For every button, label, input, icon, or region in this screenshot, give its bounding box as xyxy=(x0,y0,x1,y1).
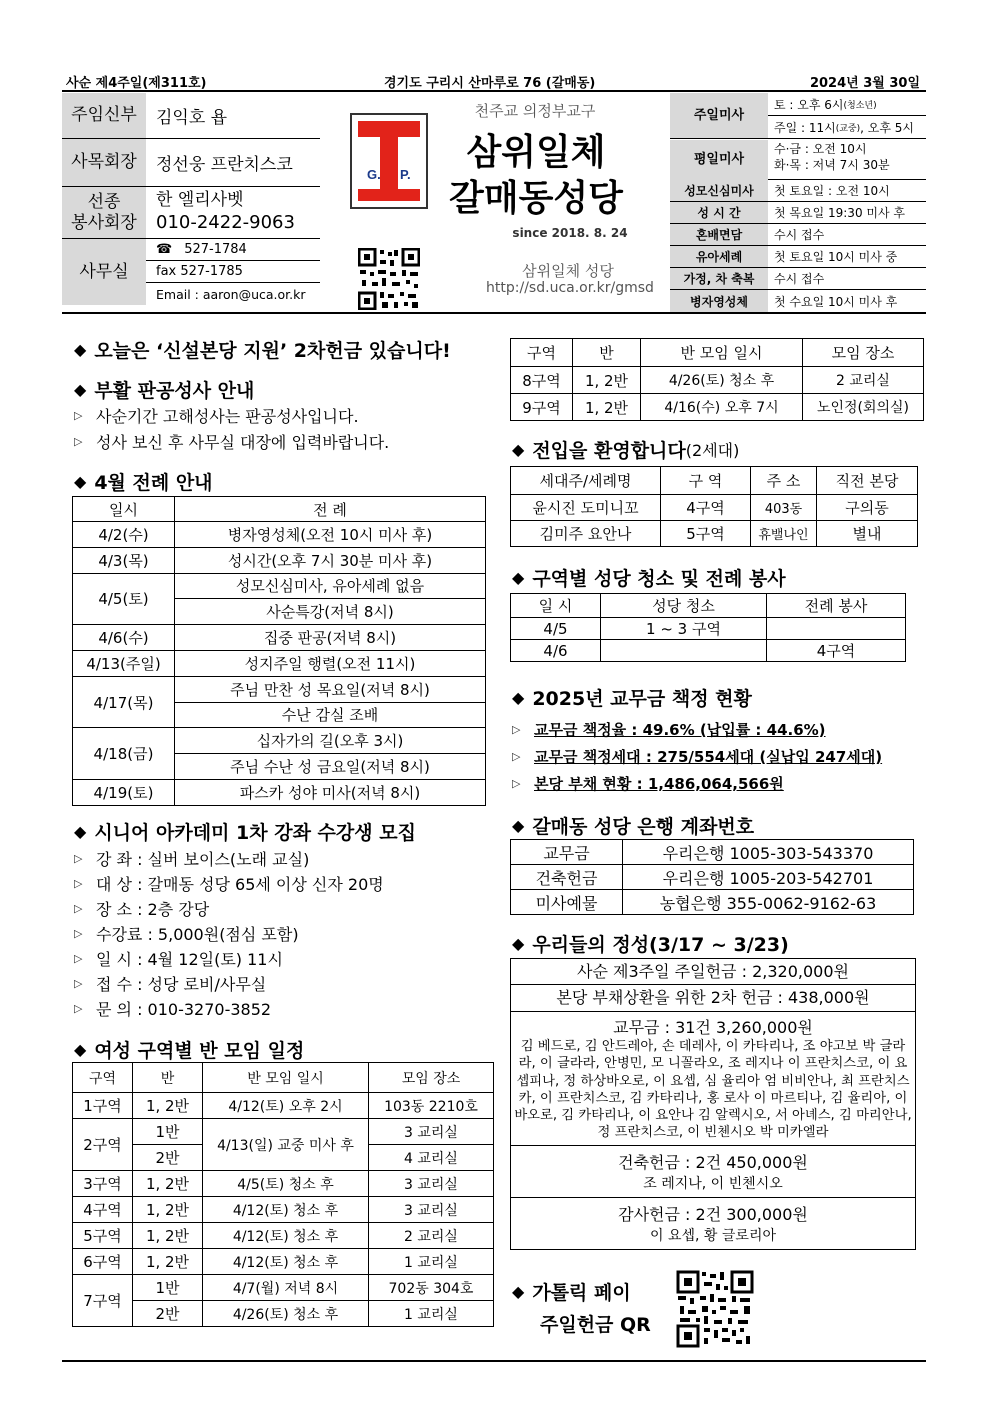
dues-item: ▷ 본당 부채 현황 : 1,486,064,566원 xyxy=(512,775,784,793)
column-header: 반 xyxy=(573,339,641,367)
ban-cell: 1, 2반 xyxy=(573,367,641,394)
table-row xyxy=(73,1249,494,1275)
second-collection-notice: ◆ 오늘은 ‘신설본당 지원’ 2차헌금 있습니다! xyxy=(74,340,451,362)
women-meeting-table-continued xyxy=(510,338,924,421)
table-row xyxy=(73,1197,494,1223)
svg-text:P.: P. xyxy=(400,167,411,182)
office-contact xyxy=(146,239,320,305)
church-logo xyxy=(350,113,428,209)
mass-row-value: 수시 접수 xyxy=(774,228,825,242)
diamond-icon: ◆ xyxy=(74,1040,87,1059)
zone-cell: 5구역 xyxy=(73,1223,133,1249)
table-cell: 윤시진 도미니꼬 xyxy=(511,495,661,521)
table-cell: 5구역 xyxy=(661,521,751,547)
mass-row xyxy=(670,290,926,312)
column-header: 구역 xyxy=(511,339,573,367)
diamond-icon: ◆ xyxy=(512,688,525,707)
table-cell: 미사예물 xyxy=(511,890,623,915)
column-header: 전 례 xyxy=(175,497,486,522)
women-meeting-title: ◆ 여성 구역별 반 모임 일정 xyxy=(74,1040,305,1062)
footer-divider xyxy=(62,1360,926,1362)
pastor-name: 김익호 욥 xyxy=(146,93,320,139)
triangle-bullet-icon: ▷ xyxy=(74,1002,83,1015)
time-cell: 4/12(토) 오후 2시 xyxy=(203,1093,369,1119)
senior-item: ▷ 접 수 : 성당 로비/사무실 xyxy=(74,975,267,994)
place-cell: 4 교리실 xyxy=(369,1145,494,1171)
table-row xyxy=(73,728,486,754)
table-row xyxy=(73,1223,494,1249)
office-tel: ☎ 527-1784 xyxy=(146,239,320,261)
ban-cell: 2반 xyxy=(133,1301,203,1327)
dues-item: ▷ 교무금 책정율 : 49.6% (납입률 : 44.6%) xyxy=(512,721,826,739)
council-name: 정선웅 프란치스코 xyxy=(146,139,320,187)
table-cell xyxy=(767,618,906,640)
mission-name: 한 엘리사벳 xyxy=(156,190,244,210)
mass-row-value: 첫 토요일 : 오전 10시 xyxy=(774,184,890,198)
senior-details xyxy=(74,846,384,1021)
time-cell: 4/16(수) 오후 7시 xyxy=(641,394,803,421)
column-header: 반 모임 일시 xyxy=(203,1063,369,1093)
table-row xyxy=(73,1301,494,1327)
table-row xyxy=(73,547,486,573)
table-row xyxy=(73,1093,494,1119)
table-row xyxy=(511,865,914,890)
saturday-mass: 토 : 오후 6시 (청소년) xyxy=(768,93,926,116)
mass-row-value: 첫 토요일 10시 미사 중 xyxy=(774,250,898,264)
bank-account-table xyxy=(510,839,914,915)
catholic-pay-subtitle: 주일헌금 QR xyxy=(540,1314,651,1336)
table-row xyxy=(73,650,486,676)
ban-cell: 1반 xyxy=(133,1275,203,1301)
liturgy-date: 4/18(금) xyxy=(73,728,175,780)
table-header-row xyxy=(73,497,486,522)
dues-details xyxy=(512,716,882,797)
table-row xyxy=(511,367,924,394)
liturgy-event: 성모신심미사, 유아세례 없음 xyxy=(175,573,486,599)
sunday-offering: 사순 제3주일 주일헌금 : 2,320,000원 xyxy=(511,959,915,985)
zone-cell: 1구역 xyxy=(73,1093,133,1119)
table-cell: 교무금 xyxy=(511,840,623,865)
council-label: 사목회장 xyxy=(62,139,146,187)
diamond-icon: ◆ xyxy=(512,440,525,459)
senior-item: ▷ 문 의 : 010-3270-3852 xyxy=(74,1000,272,1019)
catholic-pay-title: ◆ 가톨릭 페이 xyxy=(512,1282,631,1304)
triangle-bullet-icon: ▷ xyxy=(512,723,521,736)
bank-title: ◆ 갈매동 성당 은행 계좌번호 xyxy=(512,816,755,838)
zone-cell: 7구역 xyxy=(73,1275,133,1327)
church-diocese: 천주교 의정부교구 xyxy=(474,102,596,120)
second-collection: 본당 부채상환을 위한 2차 헌금 : 438,000원 xyxy=(511,985,915,1012)
offering-title: ◆ 우리들의 정성(3/17 ~ 3/23) xyxy=(512,934,789,956)
liturgy-event: 성시간(오후 7시 30분 미사 후) xyxy=(175,547,486,573)
ban-cell: 1반 xyxy=(133,1119,203,1145)
triangle-bullet-icon: ▷ xyxy=(74,435,83,448)
ban-cell: 1, 2반 xyxy=(133,1197,203,1223)
liturgy-event: 주님 만찬 성 목요일(저녁 8시) xyxy=(175,676,486,702)
table-row xyxy=(511,618,906,640)
triangle-bullet-icon: ▷ xyxy=(74,409,83,422)
column-header: 구역 xyxy=(73,1063,133,1093)
mass-row-label: 성 시 간 xyxy=(670,202,768,223)
triangle-bullet-icon: ▷ xyxy=(74,927,83,940)
table-cell: 우리은행 1005-203-542701 xyxy=(623,865,914,890)
triangle-bullet-icon: ▷ xyxy=(74,902,83,915)
place-cell: 103동 2210호 xyxy=(369,1093,494,1119)
table-cell: 김미주 요안나 xyxy=(511,521,661,547)
table-row xyxy=(511,640,906,662)
table-cell: 403동 xyxy=(751,495,817,521)
liturgy-date: 4/5(토) xyxy=(73,573,175,625)
women-meeting-table xyxy=(72,1062,494,1327)
senior-item: ▷ 강 좌 : 실버 보이스(노래 교실) xyxy=(74,850,310,869)
mass-row-label: 유아세례 xyxy=(670,246,768,267)
mass-row xyxy=(670,180,926,202)
diamond-icon: ◆ xyxy=(74,822,87,841)
diamond-icon: ◆ xyxy=(74,472,87,491)
table-row xyxy=(73,1119,494,1145)
table-row xyxy=(73,1171,494,1197)
table-cell: 건축헌금 xyxy=(511,865,623,890)
column-header: 모임 장소 xyxy=(803,339,924,367)
column-header: 직전 본당 xyxy=(817,467,918,495)
table-cell: 4구역 xyxy=(767,640,906,662)
diamond-icon: ◆ xyxy=(512,816,525,835)
table-cell: 4/5 xyxy=(511,618,601,640)
column-header: 세대주/세례명 xyxy=(511,467,661,495)
triangle-bullet-icon: ▷ xyxy=(512,750,521,763)
dues-item: ▷ 교무금 책정세대 : 275/554세대 (실납입 247세대) xyxy=(512,748,883,766)
table-cell: 휴밸나인 xyxy=(751,521,817,547)
liturgy-event: 수난 감실 조배 xyxy=(175,702,486,728)
church-address: 경기도 구리시 산마루로 76 (갈매동) xyxy=(384,76,596,91)
table-cell: 4/6 xyxy=(511,640,601,662)
mission-label: 선종 봉사회장 xyxy=(62,187,146,239)
mission-phone: 010-2422-9063 xyxy=(156,212,295,234)
staff-box xyxy=(62,93,320,311)
office-email[interactable]: Email : aaron@uca.or.kr xyxy=(156,286,306,302)
mass-row-label: 혼배면담 xyxy=(670,224,768,245)
thanks-offering: 감사헌금 : 2건 300,000원 이 요셉, 황 글로리아 xyxy=(618,1204,808,1244)
senior-item: ▷ 일 시 : 4월 12일(토) 11시 xyxy=(74,950,283,969)
triangle-bullet-icon: ▷ xyxy=(74,952,83,965)
website-qr-code xyxy=(358,248,420,310)
mass-schedule xyxy=(670,93,926,311)
office-fax: fax 527-1785 xyxy=(146,261,320,283)
zone-cell: 9구역 xyxy=(511,394,573,421)
table-cell: 4구역 xyxy=(661,495,751,521)
table-cell xyxy=(601,640,767,662)
place-cell: 1 교리실 xyxy=(369,1249,494,1275)
place-cell: 702동 304호 xyxy=(369,1275,494,1301)
diamond-icon: ◆ xyxy=(512,568,525,587)
time-cell: 4/26(토) 청소 후 xyxy=(641,367,803,394)
column-header: 일시 xyxy=(73,497,175,522)
liturgy-event: 파스카 성야 미사(저녁 8시) xyxy=(175,779,486,805)
sunday-mass-label: 주일미사 xyxy=(670,93,768,139)
mass-row xyxy=(670,268,926,290)
column-header: 주 소 xyxy=(751,467,817,495)
office-label: 사무실 xyxy=(62,239,146,305)
table-header-row xyxy=(511,594,906,618)
place-cell: 3 교리실 xyxy=(369,1119,494,1145)
ban-cell: 1, 2반 xyxy=(133,1171,203,1197)
easter-item-2: ▷ 성사 보신 후 사무실 대장에 입력바랍니다. xyxy=(74,433,390,452)
easter-item-1: ▷ 사순기간 고해성사는 판공성사입니다. xyxy=(74,407,359,426)
table-header-row xyxy=(73,1063,494,1093)
diamond-icon: ◆ xyxy=(74,380,87,399)
table-cell: 농협은행 355-0062-9162-63 xyxy=(623,890,914,915)
liturgy-date: 4/13(주일) xyxy=(73,650,175,676)
table-row xyxy=(73,573,486,599)
table-row xyxy=(73,779,486,805)
easter-title: ◆ 부활 판공성사 안내 xyxy=(74,380,255,402)
mission-contact xyxy=(146,187,320,239)
offering-box xyxy=(510,958,916,1250)
site-name: 삼위일체 성당 xyxy=(522,262,614,280)
table-header-row xyxy=(511,339,924,367)
mass-row-label: 병자영성체 xyxy=(670,290,768,312)
column-header: 성당 청소 xyxy=(601,594,767,618)
building-offering: 건축헌금 : 2건 450,000원 조 레지나, 이 빈첸시오 xyxy=(511,1146,915,1198)
senior-item: ▷ 대 상 : 갈매동 성당 65세 이상 신자 20명 xyxy=(74,875,384,894)
mass-row-label: 가정, 차 축복 xyxy=(670,268,768,289)
time-cell: 4/13(일) 교중 미사 후 xyxy=(203,1119,369,1171)
time-cell: 4/12(토) 청소 후 xyxy=(203,1223,369,1249)
pastor-label: 주임신부 xyxy=(62,93,146,139)
table-row xyxy=(73,625,486,651)
zone-cell: 8구역 xyxy=(511,367,573,394)
weekday-mass-label: 평일미사 xyxy=(670,140,768,180)
table-row xyxy=(73,522,486,548)
header-divider xyxy=(62,312,926,314)
liturgy-date: 4/6(수) xyxy=(73,625,175,651)
senior-item: ▷ 수강료 : 5,000원(점심 포함) xyxy=(74,925,299,944)
issue-number: 사순 제4주일(제311호) xyxy=(66,76,207,91)
place-cell: 2 교리실 xyxy=(803,367,924,394)
time-cell: 4/12(토) 청소 후 xyxy=(203,1249,369,1275)
cleaning-table xyxy=(510,593,906,662)
ban-cell: 2반 xyxy=(133,1145,203,1171)
phone-icon: ☎ xyxy=(156,242,173,257)
ban-cell: 1, 2반 xyxy=(133,1249,203,1275)
liturgy-event: 집중 판공(저녁 8시) xyxy=(175,625,486,651)
ban-cell: 1, 2반 xyxy=(133,1093,203,1119)
mass-row xyxy=(670,224,926,246)
church-name-line1: 삼위일체 xyxy=(466,132,606,173)
liturgy-date: 4/19(토) xyxy=(73,779,175,805)
dues-title: ◆ 2025년 교무금 책정 현황 xyxy=(512,688,752,710)
place-cell: 노인정(회의실) xyxy=(803,394,924,421)
column-header: 구 역 xyxy=(661,467,751,495)
liturgy-event: 주님 수난 성 금요일(저녁 8시) xyxy=(175,754,486,780)
mass-row-value: 첫 수요일 10시 미사 후 xyxy=(774,294,898,309)
table-header-row xyxy=(511,467,918,495)
zone-cell: 4구역 xyxy=(73,1197,133,1223)
offering-qr-code[interactable] xyxy=(676,1270,754,1348)
ban-cell: 1, 2반 xyxy=(133,1223,203,1249)
weekday-mass: 수·금 : 오전 10시 화·목 : 저녁 7시 30분 xyxy=(768,139,926,180)
liturgy-table xyxy=(72,496,486,806)
mass-row-label: 성모신심미사 xyxy=(670,180,768,201)
time-cell: 4/12(토) 청소 후 xyxy=(203,1197,369,1223)
liturgy-title: ◆ 4월 전례 안내 xyxy=(74,472,213,494)
column-header: 전례 봉사 xyxy=(767,594,906,618)
diamond-icon: ◆ xyxy=(512,934,525,953)
table-row xyxy=(73,1275,494,1301)
dues-offering: 교무금 : 31건 3,260,000원 김 베드로, 김 안드레아, 손 데레사, 이 카타리나, 조 야고보 박 글라라, 이 글라라, 안병민, 모 니꼴라오, 조 레지나 이 프란치스코, 이 요셉피나, 정 하상바오로, 이 요셉, 심 율리아 엄 비비안나, 최 프란치스카, 이 프란치스코, 김 카타리나, 홍 로사 이 마르티나, 김 율리아, 이 바오로, 김 카타리나, 이 요안나 김 알렉시오, 서 아녜스, 김 마리안나, 정 프란치스코, 이 빈첸시오 박 미카엘라 xyxy=(511,1012,915,1146)
welcome-title: ◆ 전입을 환영합니다 (2세대) xyxy=(512,440,740,462)
zone-cell: 2구역 xyxy=(73,1119,133,1171)
mass-row-value: 첫 목요일 19:30 미사 후 xyxy=(774,206,905,220)
cleaning-title: ◆ 구역별 성당 청소 및 전례 봉사 xyxy=(512,568,786,590)
table-row xyxy=(511,890,914,915)
liturgy-date: 4/2(수) xyxy=(73,522,175,548)
liturgy-event: 사순특강(저녁 8시) xyxy=(175,599,486,625)
mass-row xyxy=(670,246,926,268)
mass-row-value: 수시 접수 xyxy=(774,272,825,286)
table-row xyxy=(73,676,486,702)
liturgy-event: 성지주일 행렬(오전 11시) xyxy=(175,650,486,676)
senior-title: ◆ 시니어 아카데미 1차 강좌 수강생 모집 xyxy=(74,822,416,844)
column-header: 일 시 xyxy=(511,594,601,618)
liturgy-event: 병자영성체(오전 10시 미사 후) xyxy=(175,522,486,548)
table-cell: 우리은행 1005-303-543370 xyxy=(623,840,914,865)
table-cell: 구의동 xyxy=(817,495,918,521)
place-cell: 3 교리실 xyxy=(369,1171,494,1197)
triangle-bullet-icon: ▷ xyxy=(512,777,521,790)
svg-text:G.: G. xyxy=(367,167,381,182)
column-header: 반 xyxy=(133,1063,203,1093)
table-row xyxy=(511,394,924,421)
since-date: since 2018. 8. 24 xyxy=(512,226,628,240)
website-url[interactable]: http://sd.uca.or.kr/gmsd xyxy=(486,280,654,296)
column-header: 모임 장소 xyxy=(369,1063,494,1093)
liturgy-event: 십자가의 길(오후 3시) xyxy=(175,728,486,754)
column-header: 반 모임 일시 xyxy=(641,339,803,367)
issue-date: 2024년 3월 30일 xyxy=(809,76,920,91)
welcome-table xyxy=(510,466,918,547)
sunday-mass: 주일 : 11시 (교중) , 오후 5시 xyxy=(768,116,926,139)
liturgy-date: 4/3(목) xyxy=(73,547,175,573)
time-cell: 4/5(토) 청소 후 xyxy=(203,1171,369,1197)
place-cell: 1 교리실 xyxy=(369,1301,494,1327)
time-cell: 4/26(토) 청소 후 xyxy=(203,1301,369,1327)
mass-extra-rows xyxy=(670,180,926,312)
zone-cell: 3구역 xyxy=(73,1171,133,1197)
zone-cell: 6구역 xyxy=(73,1249,133,1275)
triangle-bullet-icon: ▷ xyxy=(74,977,83,990)
church-name-line2: 갈매동성당 xyxy=(449,178,623,219)
place-cell: 2 교리실 xyxy=(369,1223,494,1249)
liturgy-date: 4/17(목) xyxy=(73,676,175,728)
triangle-bullet-icon: ▷ xyxy=(74,877,83,890)
triangle-bullet-icon: ▷ xyxy=(74,852,83,865)
masthead-line xyxy=(62,72,926,92)
table-row xyxy=(511,840,914,865)
table-cell: 1 ~ 3 구역 xyxy=(601,618,767,640)
diamond-icon: ◆ xyxy=(74,340,87,359)
time-cell: 4/7(월) 저녁 8시 xyxy=(203,1275,369,1301)
senior-item: ▷ 장 소 : 2층 강당 xyxy=(74,900,210,919)
ban-cell: 1, 2반 xyxy=(573,394,641,421)
diamond-icon: ◆ xyxy=(512,1282,525,1301)
table-row xyxy=(511,521,918,547)
place-cell: 3 교리실 xyxy=(369,1197,494,1223)
table-cell: 별내 xyxy=(817,521,918,547)
table-row xyxy=(511,495,918,521)
mass-row xyxy=(670,202,926,224)
